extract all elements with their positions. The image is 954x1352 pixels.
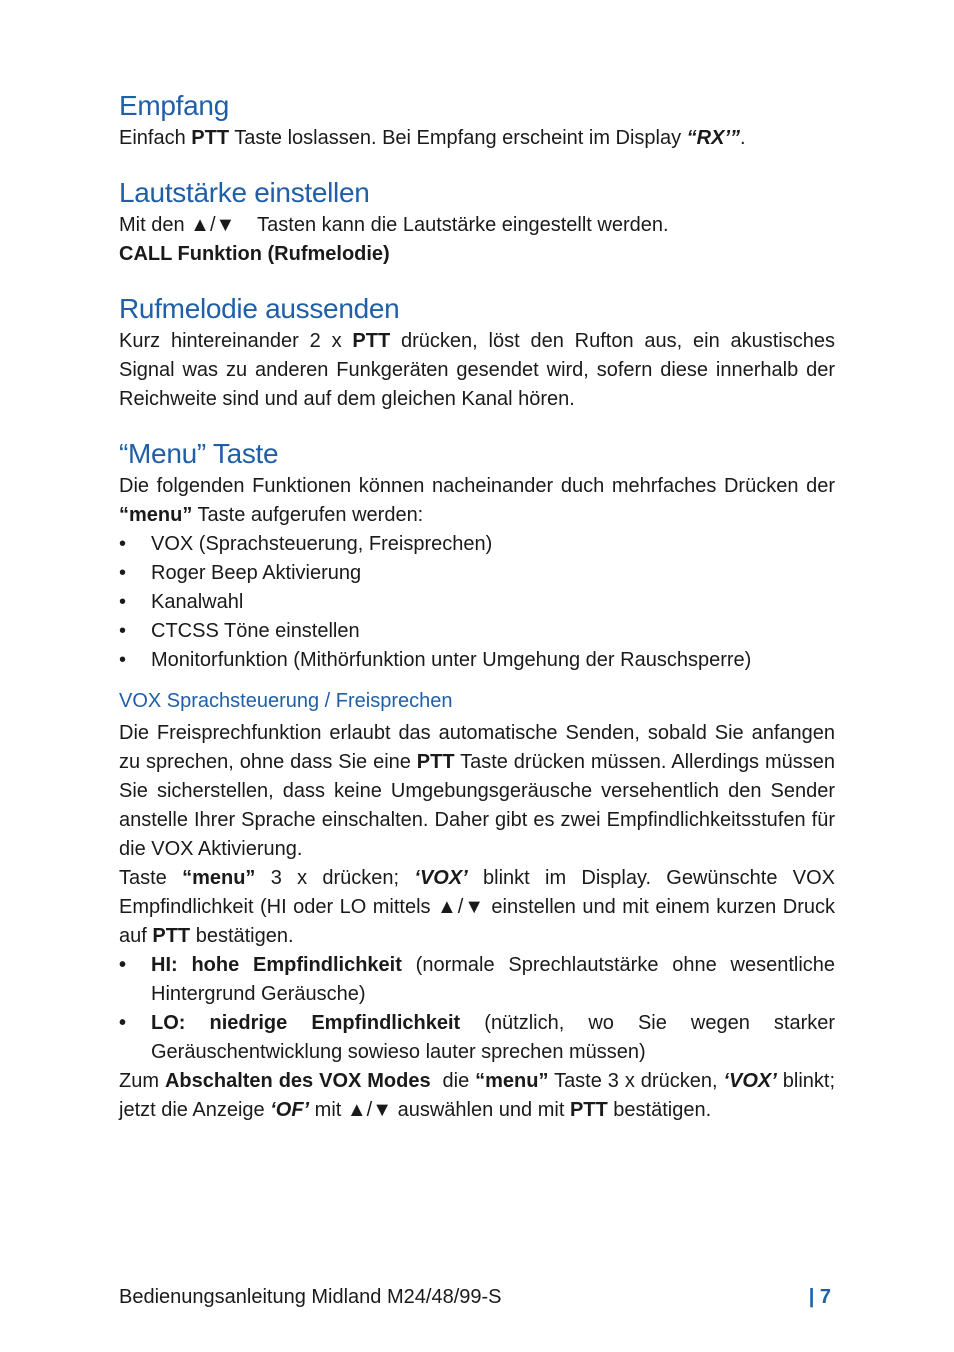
section-lautstaerke xyxy=(119,175,835,269)
section-rufmelodie xyxy=(119,291,835,414)
heading-lautstaerke: Lautstärke einstellen xyxy=(119,177,370,208)
section-menu xyxy=(119,436,835,675)
paragraph-vox-intro: Die Freisprechfunktion erlaubt das automatische Senden, sobald Sie anfangen zu sprechen, ohne dass Sie eine PTT Taste drücken müssen. Allerdings müssen Sie sicherstellen, dass keine Umgebungsgeräusche versehentlich den Sender anstelle Ihrer Sprache einschalten. Daher gibt es zwei Empfindlichkeitsstufen für die VOX Aktivierung. xyxy=(119,722,835,860)
footer-title: Bedienungsanleitung Midland M24/48/99-S xyxy=(119,1286,502,1308)
heading-empfang: Empfang xyxy=(119,90,229,121)
paragraph-call-funktion: CALL Funktion (Rufmelodie) xyxy=(119,243,390,265)
page-content xyxy=(119,88,835,1125)
section-vox xyxy=(119,687,835,1125)
list-item: • Kanalwahl xyxy=(119,591,244,613)
up-down-arrows-icon: ▲/▼ xyxy=(190,214,236,236)
list-item: • VOX (Sprachsteuerung, Freisprechen) xyxy=(119,533,493,555)
heading-menu: “Menu” Taste xyxy=(119,438,279,469)
page-footer xyxy=(119,1283,835,1311)
section-empfang xyxy=(119,88,835,153)
list-item: • Monitorfunktion (Mithörfunktion unter Umgehung der Rauschsperre) xyxy=(119,649,752,671)
paragraph-empfang: Einfach PTT Taste loslassen. Bei Empfang erscheint im Display “RX’”. xyxy=(119,127,746,149)
list-item-hi: • HI: hohe Empfindlichkeit (normale Sprechlautstärke ohne wesentliche Hintergrund Geräusche) xyxy=(119,954,836,1005)
paragraph-lautstaerke: Mit den ▲/▼ Tasten kann die Lautstärke eingestellt werden. xyxy=(119,214,669,236)
list-item: • Roger Beep Aktivierung xyxy=(119,562,362,584)
paragraph-vox-off: Zum Abschalten des VOX Modes die “menu” Taste 3 x drücken, ‘VOX’ blinkt; jetzt die Anzeige ‘OF’ mit ▲/▼ auswählen und mit PTT bestätigen. xyxy=(119,1070,836,1121)
list-item-lo: • LO: niedrige Empfindlichkeit (nützlich, wo Sie wegen starker Geräuschentwicklung sowieso lauter sprechen müssen) xyxy=(119,1012,836,1063)
paragraph-vox-setup: Taste “menu” 3 x drücken; ‘VOX’ blinkt im Display. Gewünschte VOX Empfindlichkeit (HI oder LO mittels ▲/▼ einstellen und mit einem kurzen Druck auf PTT bestätigen. xyxy=(119,867,835,947)
paragraph-menu: Die folgenden Funktionen können nacheinander duch mehrfaches Drücken der “menu” Taste aufgerufen werden: xyxy=(119,475,835,526)
vox-level-list xyxy=(119,951,835,1067)
menu-function-list xyxy=(119,530,835,675)
up-down-arrows-icon: ▲/▼ xyxy=(437,896,485,918)
paragraph-rufmelodie: Kurz hintereinander 2 x PTT drücken, löst den Rufton aus, ein akustisches Signal was zu anderen Funkgeräten gesendet wird, sofern diese innerhalb der Reichweite sind und auf dem gleichen Kanal hören. xyxy=(119,330,835,410)
list-item: • CTCSS Töne einstellen xyxy=(119,620,360,642)
heading-rufmelodie: Rufmelodie aussenden xyxy=(119,293,400,324)
up-down-arrows-icon: ▲/▼ xyxy=(346,1099,393,1121)
heading-vox: VOX Sprachsteuerung / Freisprechen xyxy=(119,690,453,712)
page-number: | 7 xyxy=(808,1286,831,1308)
